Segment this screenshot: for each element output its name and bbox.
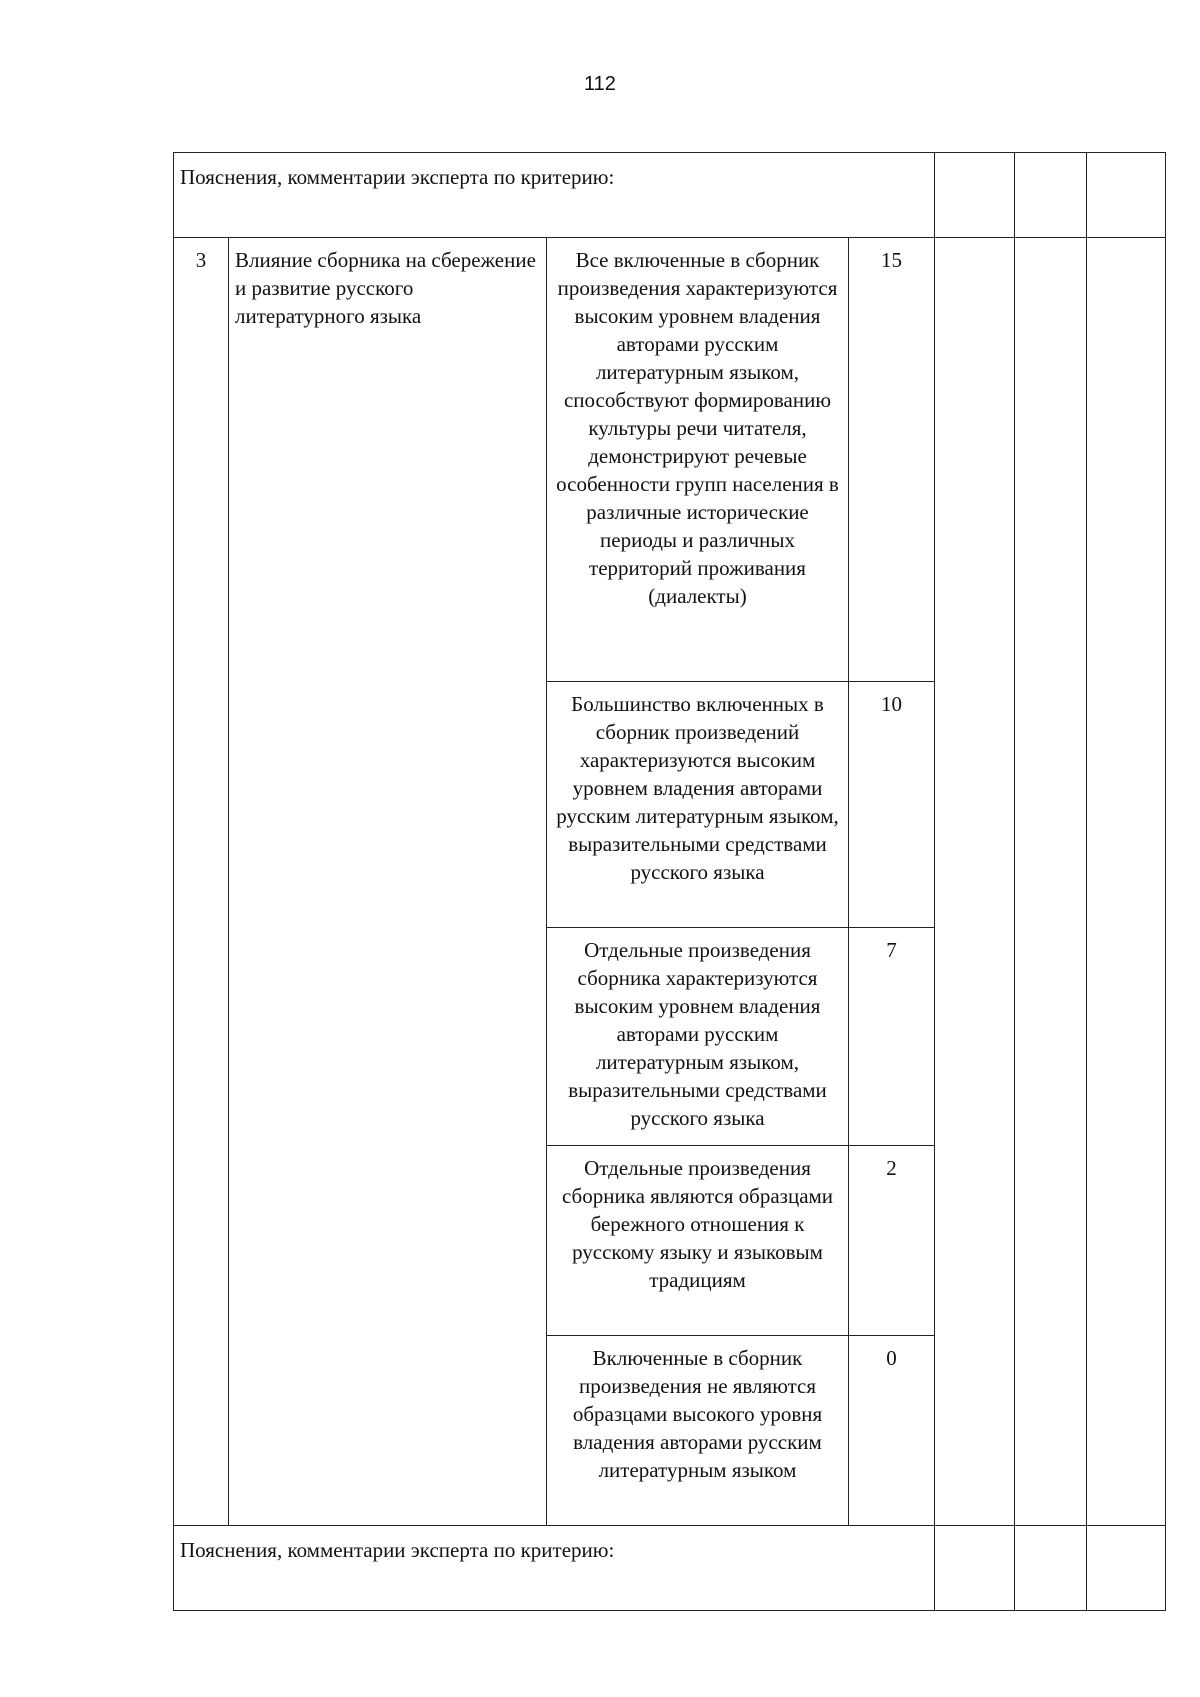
level-description: Включенные в сборник произведения не являются образцами высокого уровня владения авторами русским литературным языком [547,1336,849,1526]
level-description: Все включенные в сборник произведения характеризуются высоким уровнем владения авторами русским литературным языком, способствуют формированию культуры речи читателя, демонстрируют речевые особенности групп населения в различные исторические периоды и различных территорий проживания (диалекты) [547,238,849,682]
expert-cell-2[interactable] [1015,1526,1087,1611]
criterion-row-level-1 [174,238,1166,682]
expert-cell-1[interactable] [935,153,1015,238]
level-description: Отдельные произведения сборника характеризуются высоким уровнем владения авторами русским литературным языком, выразительными средствами русского языка [547,928,849,1146]
expert-cell-1[interactable] [935,1526,1015,1611]
level-description: Отдельные произведения сборника являются образцами бережного отношения к русскому языку и языковым традициям [547,1146,849,1336]
evaluation-table [173,152,1166,1611]
expert-cell-2[interactable] [1015,153,1087,238]
comment-row-top [174,153,1166,238]
expert-comment-label: Пояснения, комментарии эксперта по критерию: [174,153,935,238]
level-score: 10 [849,682,935,928]
level-score: 0 [849,1336,935,1526]
level-score: 2 [849,1146,935,1336]
expert-score-cell-1[interactable] [935,238,1015,1526]
expert-score-cell-3[interactable] [1087,238,1166,1526]
criterion-number: 3 [174,238,229,1526]
level-score: 7 [849,928,935,1146]
comment-row-bottom [174,1526,1166,1611]
page-number: 112 [584,73,616,95]
expert-cell-3[interactable] [1087,153,1166,238]
expert-score-cell-2[interactable] [1015,238,1087,1526]
level-score: 15 [849,238,935,682]
level-description: Большинство включенных в сборник произведений характеризуются высоким уровнем владения авторами русским литературным языком, выразительными средствами русского языка [547,682,849,928]
criterion-title: Влияние сборника на сбережение и развитие русского литературного языка [229,238,547,1526]
expert-cell-3[interactable] [1087,1526,1166,1611]
expert-comment-label: Пояснения, комментарии эксперта по критерию: [174,1526,935,1611]
